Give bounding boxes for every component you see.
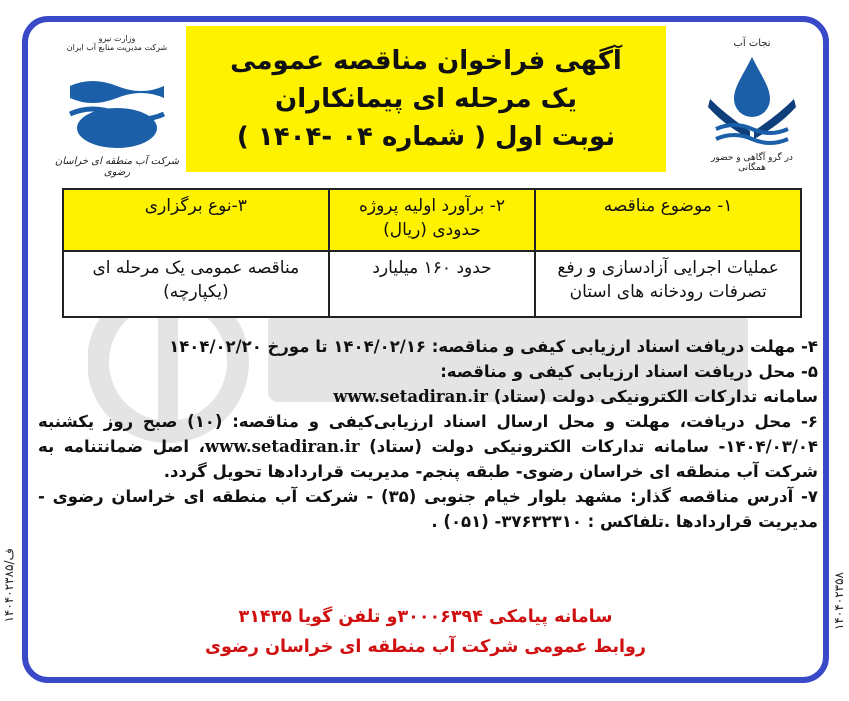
item-4: ۴- مهلت دریافت اسناد ارزیابی کیفی و مناقصه: ۱۴۰۴/۰۲/۱۶ تا مورخ ۱۴۰۴/۰۲/۲۰ [169, 337, 818, 356]
item-6-text-a: ۶- محل دریافت، مهلت و محل ارسال اسناد ارزیابی‌کیفی و مناقصه: (۱۰) صبح روز یکشنبه ۱۴۰۴/۰۳/۰۴- سامانه تدارکات الکترونیکی دولت (ستاد) [38, 412, 818, 456]
item-5: ۵- محل دریافت اسناد ارزیابی کیفی و مناقصه: [440, 362, 818, 381]
water-waves-icon [62, 56, 172, 156]
public-relations-footer [28, 602, 823, 662]
regional-water-company-logo [42, 34, 192, 184]
footer-sms-phone: سامانه پیامکی ۳۰۰۰۶۳۹۴و تلفن گویا ۳۱۴۳۵ [238, 607, 613, 627]
save-water-logo [697, 38, 807, 188]
save-water-title: نجات آب [733, 38, 771, 49]
table-header-cell: ۱- موضوع مناقصه [535, 189, 801, 251]
table-row [63, 251, 801, 317]
item-7: ۷- آدرس مناقصه گذار: مشهد بلوار خیام جنوبی (۳۵) - شرکت آب منطقه ای خراسان رضوی - مدیریت قراردادها .تلفاکس : ۳۷۶۳۲۳۱۰- (۰۵۱) . [38, 487, 818, 531]
table-header-cell: ۳-نوع برگزاری [63, 189, 329, 251]
table-header-cell: ۲- برآورد اولیه پروژه حدودی (ریال) [329, 189, 536, 251]
save-water-caption: در گرو آگاهی و حضور همگانی [711, 153, 793, 173]
company-caption: شرکت آب منطقه ای خراسان رضوی [54, 156, 180, 178]
item-5-detail-text: سامانه تدارکات الکترونیکی دولت (ستاد) [493, 387, 818, 406]
announcement-frame [22, 16, 829, 683]
item-6-text-b: ، اصل ضمانتنامه به شرکت آب منطقه ای خراسان رضوی- طبقه پنجم- مدیریت قراردادها تحویل گردد. [38, 437, 818, 481]
ministry-text: وزارت نیرو [98, 34, 136, 43]
table-cell: مناقصه عمومی یک مرحله ای (یکپارچه) [63, 251, 329, 317]
left-side-code: ۱۴۰۴۰۲۳۸۵/ف [2, 548, 16, 623]
title-line-3: نوبت اول ( شماره ۰۴ -۱۴۰۴ ) [236, 122, 616, 152]
title-line-2: یک مرحله ای پیمانکاران [275, 84, 577, 114]
setad-url-link[interactable]: www.setadiran.ir [333, 387, 488, 406]
title-line-1: آگهی فراخوان مناقصه عمومی [230, 46, 622, 76]
setad-url-link-2[interactable]: www.setadiran.ir [204, 437, 360, 456]
right-side-code: ۱۴۰۴۰۲۳۵۸ [832, 572, 846, 631]
announcement-title-box [186, 26, 666, 172]
water-drop-hands-icon [702, 49, 802, 149]
tender-table [62, 188, 802, 318]
item-6 [38, 409, 818, 484]
table-cell: عملیات اجرایی آزادسازی و رفع تصرفات رودخانه های استان [535, 251, 801, 317]
item-5-detail [38, 384, 818, 409]
company-text: شرکت مدیریت منابع آب ایران [66, 43, 168, 52]
table-cell: حدود ۱۶۰ میلیارد [329, 251, 536, 317]
announcement-items [38, 334, 818, 534]
table-header-row [63, 189, 801, 251]
footer-public-relations: روابط عمومی شرکت آب منطقه ای خراسان رضوی [205, 637, 646, 657]
